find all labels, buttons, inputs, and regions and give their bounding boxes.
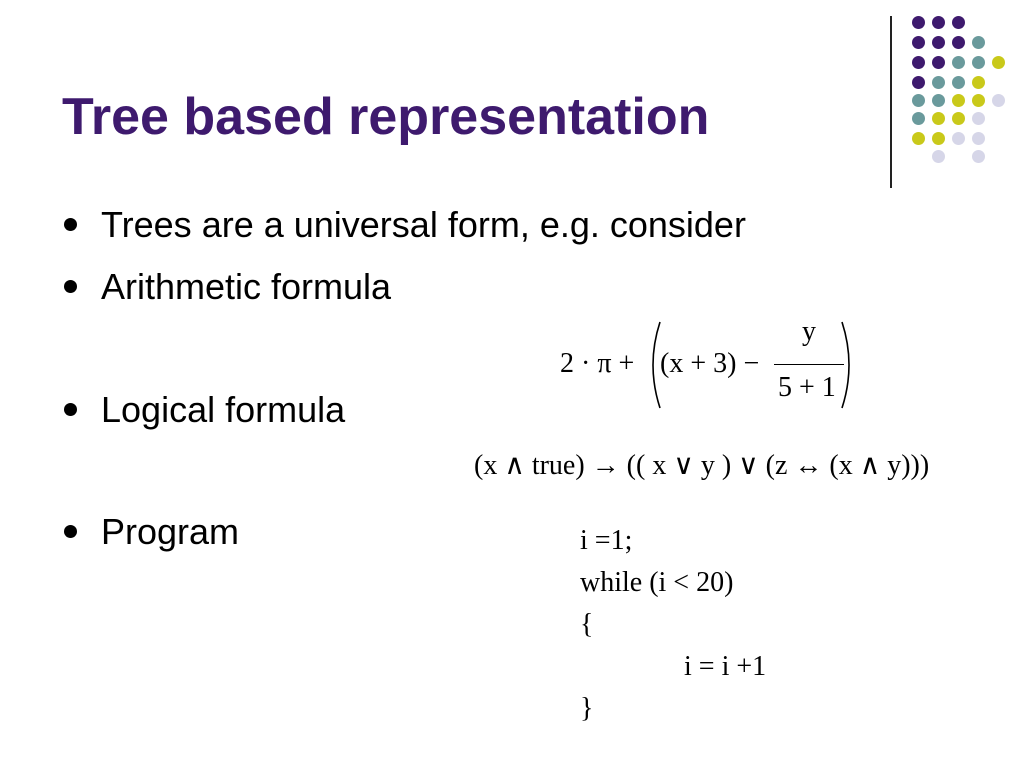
decorative-dot: [912, 132, 925, 145]
program-line: i =1;: [580, 525, 633, 556]
slide-title: Tree based representation: [62, 88, 710, 146]
bullet-text: Program: [101, 511, 240, 552]
decorative-dot: [912, 56, 925, 69]
decorative-dot: [952, 16, 965, 29]
decorative-dot: [932, 36, 945, 49]
fraction-bar: [774, 364, 844, 365]
bullet-icon: [64, 218, 77, 231]
bullet-item-arithmetic: [64, 265, 391, 308]
bullet-text: Arithmetic formula: [101, 266, 392, 307]
decorative-dot: [972, 150, 985, 163]
fraction-numerator: y: [802, 316, 816, 347]
program-code: [580, 520, 766, 730]
bullet-icon: [64, 403, 77, 416]
decorative-dot: [992, 56, 1005, 69]
decorative-dot: [972, 132, 985, 145]
fraction-denominator: 5 + 1: [778, 372, 836, 403]
decorative-dot: [932, 150, 945, 163]
decorative-dot: [932, 132, 945, 145]
bullet-item-logical: [64, 388, 345, 431]
decorative-dot: [912, 94, 925, 107]
bullet-text: Trees are a universal form, e.g. consider: [101, 204, 746, 245]
decorative-dot: [932, 76, 945, 89]
bullet-icon: [64, 525, 77, 538]
bullet-item-program: [64, 510, 239, 553]
decorative-dot: [932, 94, 945, 107]
formula-prefix: 2 · π +: [560, 348, 635, 379]
program-line: i = i +1: [684, 651, 767, 682]
decorative-dot: [952, 36, 965, 49]
decorative-dot: [932, 56, 945, 69]
logical-formula: (x ∧ true) → (( x ∨ y ) ∨ (z ↔ (x ∧ y))): [474, 450, 930, 481]
decorative-dot: [972, 56, 985, 69]
decorative-dot: [992, 94, 1005, 107]
decorative-dot: [952, 56, 965, 69]
program-line: {: [580, 609, 594, 640]
bullet-icon: [64, 280, 77, 293]
decorative-dot: [952, 132, 965, 145]
decorative-dot: [952, 76, 965, 89]
decorative-dot: [912, 76, 925, 89]
decorative-dot: [972, 76, 985, 89]
decorative-dot-grid: [0, 0, 1024, 200]
decorative-dot: [952, 94, 965, 107]
decorative-dot: [972, 36, 985, 49]
program-line: while (i < 20): [580, 567, 734, 598]
decorative-dot: [912, 112, 925, 125]
decorative-dot: [932, 16, 945, 29]
decorative-dot: [912, 16, 925, 29]
decorative-dot: [972, 94, 985, 107]
bullet-item-trees: [64, 203, 746, 246]
decorative-dot: [952, 112, 965, 125]
decorative-dot: [912, 36, 925, 49]
program-line: }: [580, 693, 594, 724]
decorative-dot: [932, 112, 945, 125]
formula-inner: (x + 3) −: [660, 348, 760, 379]
right-paren-icon: [838, 320, 858, 410]
bullet-text: Logical formula: [101, 389, 346, 430]
decorative-dot: [972, 112, 985, 125]
